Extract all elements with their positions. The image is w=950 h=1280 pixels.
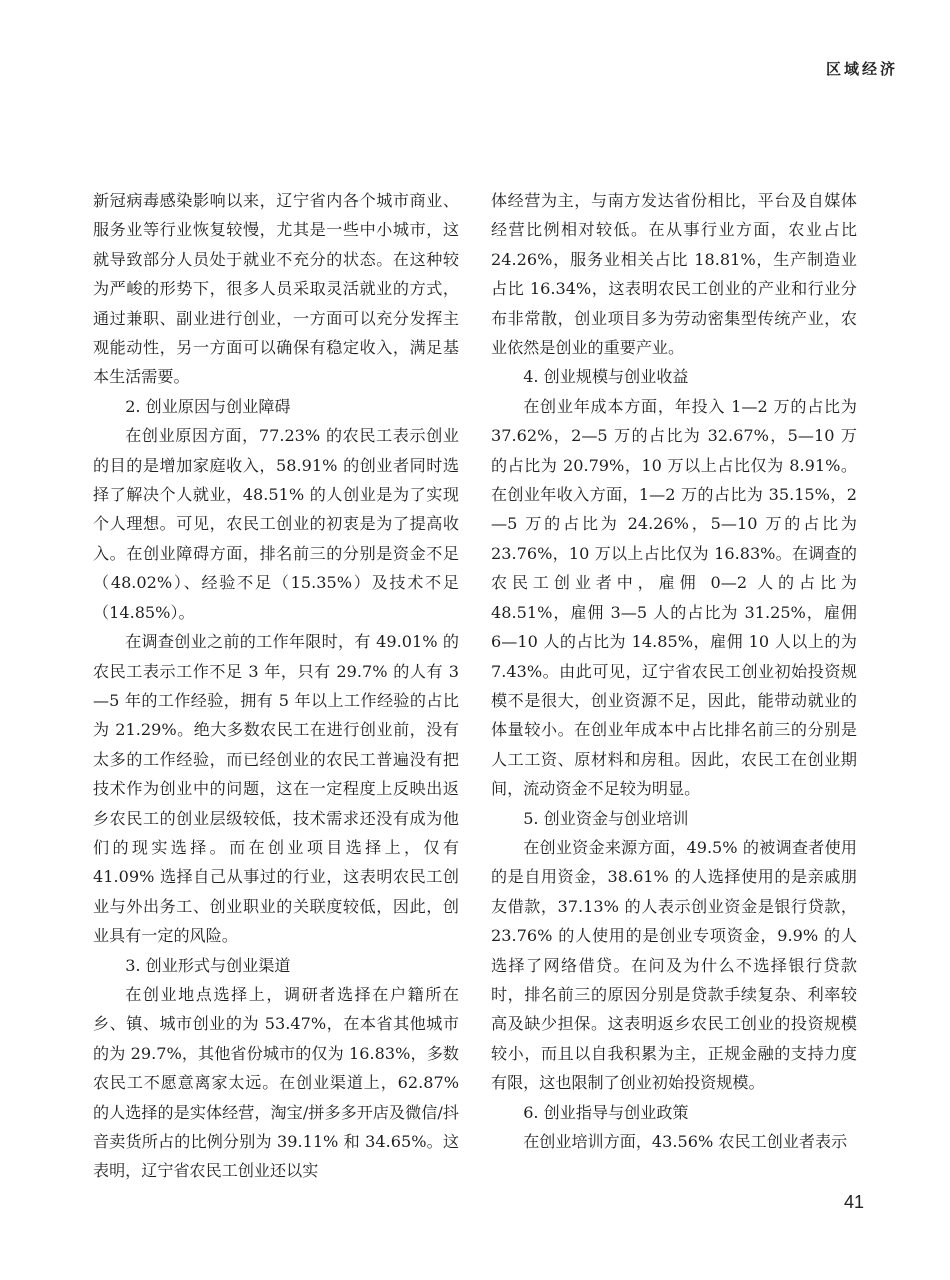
paragraph: 在创业原因方面，77.23% 的农民工表示创业的目的是增加家庭收入，58.91% 的创业者同时选择了解决个人就业，48.51% 的人创业是为了实现个人理想。可见，农民工创业的初衷是为了提高收入。在创业障碍方面，排名前三的分别是资金不足（48.02%）、经验不足（15.35%）及技术不足（14.85%）。 — [93, 426, 459, 622]
section-heading: 6. 创业指导与创业政策 — [523, 1102, 689, 1122]
paragraph: 在创业地点选择上，调研者选择在户籍所在乡、镇、城市创业的为 53.47%，在本省其他城市的为 29.7%，其他省份城市的仅为 16.83%，多数农民工不愿意离家太远。在创业渠道上，62.87% 的人选择的是实体经营，淘宝/拼多多开店及微信/抖音卖货所占的比例分别为 39.11% 和 34.65%。这表明，辽宁省农民工创业还以实 — [93, 984, 459, 1181]
paragraph: 在调查创业之前的工作年限时，有 49.01% 的农民工表示工作不足 3 年，只有 29.7% 的人有 3—5 年的工作经验，拥有 5 年以上工作经验的占比为 21.29%。绝大多数农民工在进行创业前，没有太多的工作经验，而已经创业的农民工普遍没有把技术作为创业中的问题，这在一定程度上反映出返乡农民工的创业层级较低，技术需求还没有成为他们的现实选择。而在创业项目选择上，仅有 41.09% 选择自己从事过的行业，这表明农民工创业与外出务工、创业职业的关联度较低，因此，创业具有一定的风险。 — [93, 632, 459, 946]
page-number: 41 — [843, 1192, 864, 1212]
paragraph: 在创业培训方面，43.56% 农民工创业者表示 — [523, 1132, 848, 1151]
right-column — [491, 186, 857, 1156]
paragraph: 体经营为主，与南方发达省份相比，平台及自媒体经营比例相对较低。在从事行业方面，农业占比 24.26%，服务业相关占比 18.81%，生产制造业占比 16.34%，这表明农民工创业的产业和行业分布非常散，创业项目多为劳动密集型传统产业，农业依然是创业的重要产业。 — [491, 191, 857, 358]
section-header: 区域经济 — [825, 60, 898, 78]
section-heading: 2. 创业原因与创业障碍 — [125, 396, 291, 416]
left-column — [93, 186, 459, 1186]
paragraph: 在创业资金来源方面，49.5% 的被调查者使用的是自用资金，38.61% 的人选择使用的是亲戚朋友借款，37.13% 的人表示创业资金是银行贷款，23.76% 的人使用的是创业专项资金，9.9% 的人选择了网络借贷。在问及为什么不选择银行贷款时，排名前三的原因分别是贷款手续复杂、利率较高及缺少担保。这表明返乡农民工创业的投资规模较小，而且以自我积累为主，正规金融的支持力度有限，这也限制了创业初始投资规模。 — [491, 837, 857, 1093]
section-heading: 4. 创业规模与创业收益 — [523, 367, 689, 387]
section-heading: 5. 创业资金与创业培训 — [523, 808, 689, 828]
paragraph: 新冠病毒感染影响以来，辽宁省内各个城市商业、服务业等行业恢复较慢，尤其是一些中小城市，这就导致部分人员处于就业不充分的状态。在这种较为严峻的形势下，很多人员采取灵活就业的方式，通过兼职、副业进行创业，一方面可以充分发挥主观能动性，另一方面可以确保有稳定收入，满足基本生活需要。 — [93, 191, 459, 387]
section-heading: 3. 创业形式与创业渠道 — [125, 955, 291, 975]
paragraph: 在创业年成本方面，年投入 1—2 万的占比为 37.62%，2—5 万的占比为 32.67%，5—10 万的占比为 20.79%，10 万以上占比仅为 8.91%。在创业年收入方面，1—2 万的占比为 35.15%，2—5 万的占比为 24.26%，5—10 万的占比为 23.76%，10 万以上占比仅为 16.83%。在调查的农民工创业者中，雇佣 0—2 人的占比为 48.51%，雇佣 3—5 人的占比为 31.25%，雇佣 6—10 人的占比为 14.85%，雇佣 10 人以上的为 7.43%。由此可见，辽宁省农民工创业初始投资规模不是很大，创业资源不足，因此，能带动就业的体量较小。在创业年成本中占比排名前三的分别是人工工资、原材料和房租。因此，农民工在创业期间，流动资金不足较为明显。 — [491, 396, 857, 799]
